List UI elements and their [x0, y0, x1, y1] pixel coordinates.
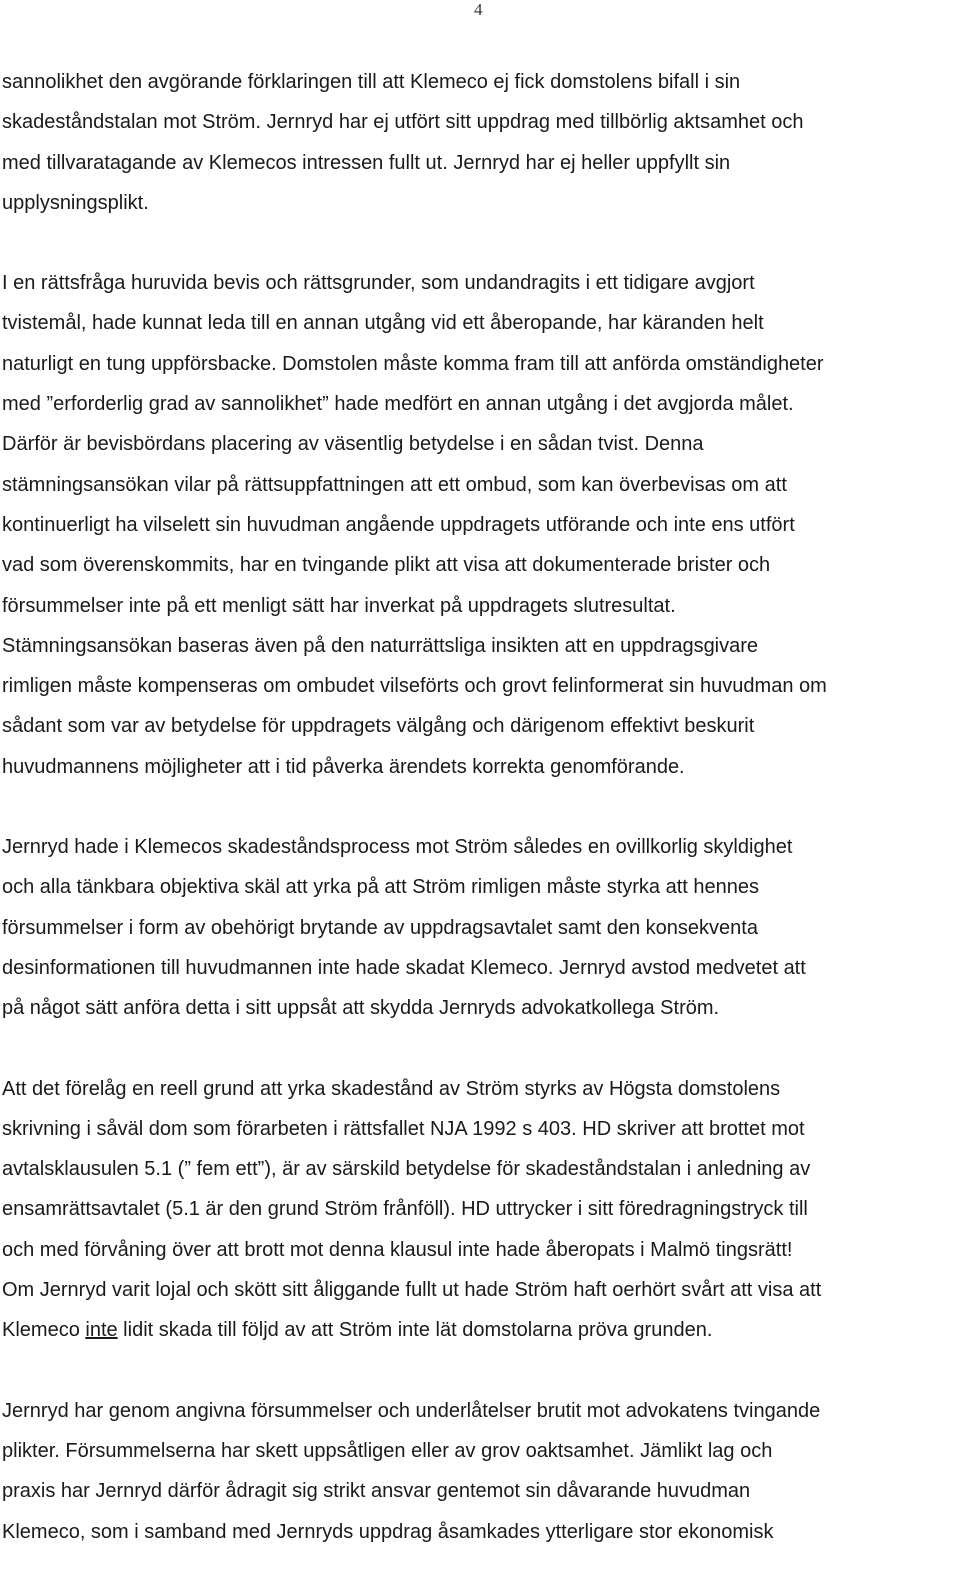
- text-line: naturligt en tung uppförsbacke. Domstolen måste komma fram till att anförda omständigheter: [2, 352, 824, 375]
- text-line: Stämningsansökan baseras även på den naturrättsliga insikten att en uppdragsgivare: [2, 634, 759, 657]
- page-number: 4: [474, 0, 483, 19]
- text-line: Jernryd har genom angivna försummelser och underlåtelser brutit mot advokatens tvingande: [2, 1399, 821, 1422]
- text-line: försummelser inte på ett menligt sätt har inverkat på uppdragets slutresultat.: [2, 594, 676, 617]
- text-line: vad som överenskommits, har en tvingande plikt att visa att dokumenterade brister och: [2, 554, 771, 577]
- text-line: huvudmannens möjligheter att i tid påverka ärendets korrekta genomförande.: [2, 755, 685, 778]
- text-line: desinformationen till huvudmannen inte hade skadat Klemeco. Jernryd avstod medvetet att: [2, 956, 806, 979]
- text-line: Jernryd hade i Klemecos skadeståndsprocess mot Ström således en ovillkorlig skyldighet: [2, 836, 793, 859]
- text-line: ensamrättsavtalet (5.1 är den grund Ström frånföll). HD uttrycker i sitt föredragningstryck till: [2, 1198, 808, 1221]
- text-line: försummelser i form av obehörigt brytande av uppdragsavtalet samt den konsekventa: [2, 916, 758, 939]
- paragraph-1: [2, 62, 958, 223]
- text-line: Att det förelåg en reell grund att yrka skadestånd av Ström styrks av Högsta domstolens: [2, 1077, 781, 1100]
- text-line: skrivning i såväl dom som förarbeten i rättsfallet NJA 1992 s 403. HD skriver att brottet mot: [2, 1117, 805, 1140]
- text-line: I en rättsfråga huruvida bevis och rättsgrunder, som undandragits i ett tidigare avgjort: [2, 272, 755, 295]
- underlined-word: inte: [85, 1319, 118, 1342]
- text-segment: lidit skada till följd av att Ström inte lät domstolarna pröva grunden.: [117, 1319, 713, 1342]
- text-line: sådant som var av betydelse för uppdragets välgång och därigenom effektivt beskurit: [2, 715, 755, 738]
- text-line: och med förvåning över att brott mot denna klausul inte hade åberopats i Malmö tingsrätt!: [2, 1238, 793, 1261]
- text-line: kontinuerligt ha vilselett sin huvudman angående uppdragets utförande och inte ens utfört: [2, 513, 795, 536]
- text-line: sannolikhet den avgörande förklaringen till att Klemeco ej fick domstolens bifall i sin: [2, 71, 741, 93]
- text-line: skadeståndstalan mot Ström. Jernryd har ej utfört sitt uppdrag med tillbörlig aktsamhet och: [2, 111, 804, 134]
- document-body: [2, 62, 958, 1592]
- text-line: med tillvaratagande av Klemecos intressen fullt ut. Jernryd har ej heller uppfyllt sin: [2, 151, 731, 174]
- paragraph-5: [2, 1391, 958, 1552]
- text-segment: Klemeco: [2, 1319, 86, 1342]
- text-line: Om Jernryd varit lojal och skött sitt åliggande fullt ut hade Ström haft oerhört svårt att visa att: [2, 1279, 822, 1302]
- text-line: plikter. Försummelserna har skett uppsåtligen eller av grov oaktsamhet. Jämlikt lag och: [2, 1439, 773, 1462]
- text-line: tvistemål, hade kunnat leda till en annan utgång vid ett åberopande, har käranden helt: [2, 312, 764, 335]
- paragraph-4: [2, 1069, 958, 1351]
- text-line: [2, 1310, 958, 1350]
- text-line: och alla tänkbara objektiva skäl att yrka på att Ström rimligen måste styrka att hennes: [2, 876, 760, 899]
- text-line: upplysningsplikt.: [2, 191, 149, 214]
- text-line: praxis har Jernryd därför ådragit sig strikt ansvar gentemot sin dåvarande huvudman: [2, 1480, 751, 1503]
- text-line: med ”erforderlig grad av sannolikhet” hade medfört en annan utgång i det avgjorda målet.: [2, 393, 794, 416]
- text-line: på något sätt anföra detta i sitt uppsåt att skydda Jernryds advokatkollega Ström.: [2, 997, 720, 1020]
- text-line: Därför är bevisbördans placering av väsentlig betydelse i en sådan tvist. Denna: [2, 433, 704, 456]
- paragraph-3: [2, 827, 958, 1028]
- text-line: stämningsansökan vilar på rättsuppfattningen att ett ombud, som kan överbevisas om att: [2, 473, 787, 496]
- text-line: rimligen måste kompenseras om ombudet vilseförts och grovt felinformerat sin huvudman om: [2, 675, 827, 698]
- text-line: avtalsklausulen 5.1 (” fem ett”), är av särskild betydelse för skadeståndstalan i anledning av: [2, 1158, 811, 1181]
- paragraph-2: [2, 263, 958, 787]
- text-line: Klemeco, som i samband med Jernryds uppdrag åsamkades ytterligare stor ekonomisk: [2, 1520, 774, 1543]
